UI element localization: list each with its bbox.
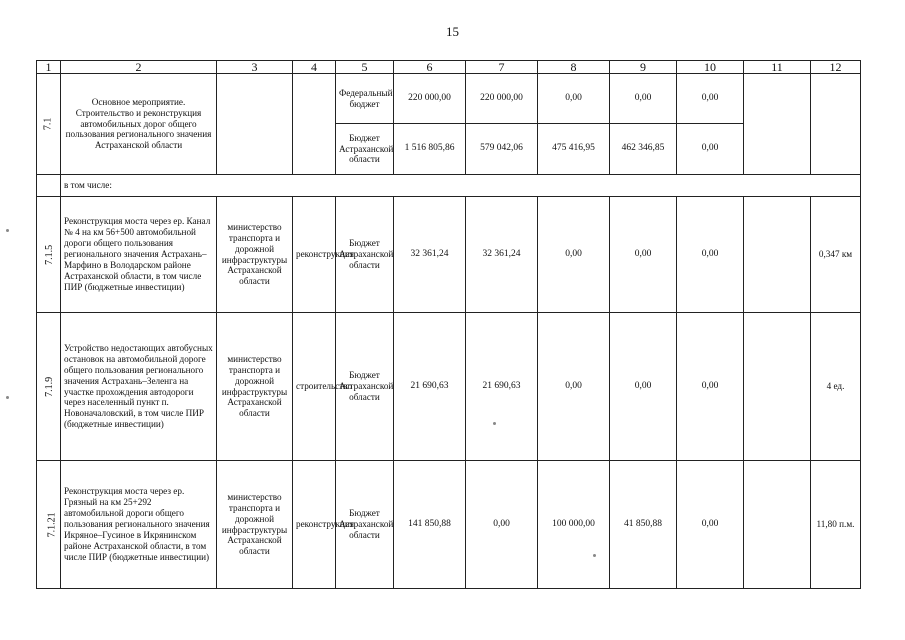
cell-c10: 0,00 bbox=[677, 461, 744, 589]
program-table bbox=[36, 60, 861, 589]
row-executor bbox=[217, 74, 293, 175]
cell-c11 bbox=[744, 313, 811, 461]
row-id: 7.1.9 bbox=[44, 376, 56, 397]
cell-c9: 0,00 bbox=[610, 74, 677, 124]
column-header: 3 bbox=[217, 61, 293, 74]
row-id-cell bbox=[37, 197, 61, 313]
cell-c6: 220 000,00 bbox=[394, 74, 466, 124]
cell-c7: 220 000,00 bbox=[466, 74, 538, 124]
row-id-cell bbox=[37, 175, 61, 197]
row-id-cell bbox=[37, 74, 61, 175]
cell-c12: 4 ед. bbox=[811, 313, 861, 461]
cell-c11 bbox=[744, 461, 811, 589]
column-numbers-row bbox=[37, 61, 861, 74]
cell-c10: 0,00 bbox=[677, 197, 744, 313]
column-header: 8 bbox=[538, 61, 610, 74]
column-header: 10 bbox=[677, 61, 744, 74]
row-type bbox=[293, 74, 336, 175]
table-row bbox=[37, 197, 861, 313]
cell-c6: 32 361,24 bbox=[394, 197, 466, 313]
cell-c8: 0,00 bbox=[538, 197, 610, 313]
cell-c8: 100 000,00 bbox=[538, 461, 610, 589]
row-executor: министерство транспорта и дорожной инфраструктуры Астраханской области bbox=[217, 197, 293, 313]
cell-c9: 0,00 bbox=[610, 313, 677, 461]
column-header: 4 bbox=[293, 61, 336, 74]
row-id: 7.1.21 bbox=[46, 511, 58, 537]
funding-source: Федеральный бюджет bbox=[336, 74, 394, 124]
column-header: 7 bbox=[466, 61, 538, 74]
cell-c6: 141 850,88 bbox=[394, 461, 466, 589]
cell-c6: 1 516 805,86 bbox=[394, 124, 466, 175]
column-header: 6 bbox=[394, 61, 466, 74]
row-id: 7.1.5 bbox=[44, 244, 56, 265]
column-header: 12 bbox=[811, 61, 861, 74]
cell-c7: 579 042,06 bbox=[466, 124, 538, 175]
cell-c12 bbox=[811, 74, 861, 175]
row-executor: министерство транспорта и дорожной инфраструктуры Астраханской области bbox=[217, 461, 293, 589]
cell-c12: 0,347 км bbox=[811, 197, 861, 313]
cell-c7: 21 690,63 bbox=[466, 313, 538, 461]
table-row bbox=[37, 313, 861, 461]
row-description: Реконструкция моста через ер. Грязный на км 25+292 автомобильной дороги общего пользования регионального значения Икряное–Гусиное в Икрянинском районе Астраханской области, в том числе ПИР (бюджетные инвестиции) bbox=[61, 461, 217, 589]
cell-c7: 32 361,24 bbox=[466, 197, 538, 313]
cell-c11 bbox=[744, 197, 811, 313]
cell-c8: 475 416,95 bbox=[538, 124, 610, 175]
scan-speck bbox=[493, 422, 496, 425]
cell-c9: 0,00 bbox=[610, 197, 677, 313]
column-header: 1 bbox=[37, 61, 61, 74]
table-row bbox=[37, 175, 861, 197]
table-row bbox=[37, 461, 861, 589]
row-description: Основное мероприятие. Строительство и реконструкция автомобильных дорог общего пользования регионального значения Астраханской области bbox=[61, 74, 217, 175]
cell-c10: 0,00 bbox=[677, 124, 744, 175]
funding-source: Бюджет Астраханской области bbox=[336, 124, 394, 175]
column-header: 2 bbox=[61, 61, 217, 74]
cell-c12: 11,80 п.м. bbox=[811, 461, 861, 589]
scan-speck bbox=[593, 554, 596, 557]
column-header: 9 bbox=[610, 61, 677, 74]
row-type: строительство bbox=[293, 313, 336, 461]
row-id: 7.1 bbox=[42, 117, 54, 131]
cell-c11 bbox=[744, 74, 811, 175]
cell-c9: 41 850,88 bbox=[610, 461, 677, 589]
row-id-cell bbox=[37, 313, 61, 461]
cell-c8: 0,00 bbox=[538, 313, 610, 461]
column-header: 11 bbox=[744, 61, 811, 74]
cell-c7: 0,00 bbox=[466, 461, 538, 589]
funding-source: Бюджет Астраханской области bbox=[336, 461, 394, 589]
scan-speck bbox=[6, 396, 9, 399]
funding-source: Бюджет Астраханской области bbox=[336, 197, 394, 313]
row-id-cell bbox=[37, 461, 61, 589]
subheader: в том числе: bbox=[61, 175, 861, 197]
page-number: 15 bbox=[446, 24, 459, 39]
row-type: реконструкция bbox=[293, 197, 336, 313]
row-executor: министерство транспорта и дорожной инфраструктуры Астраханской области bbox=[217, 313, 293, 461]
row-description: Устройство недостающих автобусных остановок на автомобильной дороге общего пользования регионального значения Астрахань–Зеленга на участке прохождения автодороги через населенный пункт п. Новоначаловский, в том числе ПИР (бюджетные инвестиции) bbox=[61, 313, 217, 461]
cell-c9: 462 346,85 bbox=[610, 124, 677, 175]
cell-c10: 0,00 bbox=[677, 74, 744, 124]
cell-c8: 0,00 bbox=[538, 74, 610, 124]
table-row bbox=[37, 74, 861, 124]
cell-c10: 0,00 bbox=[677, 313, 744, 461]
cell-c6: 21 690,63 bbox=[394, 313, 466, 461]
column-header: 5 bbox=[336, 61, 394, 74]
scan-speck bbox=[6, 229, 9, 232]
row-type: реконструкция bbox=[293, 461, 336, 589]
funding-source: Бюджет Астраханской области bbox=[336, 313, 394, 461]
row-description: Реконструкция моста через ер. Канал № 4 на км 56+500 автомобильной дороги общего пользования регионального значения Астрахань–Марфино в Володарском районе Астраханской области, в том числе ПИР (бюджетные инвестиции) bbox=[61, 197, 217, 313]
